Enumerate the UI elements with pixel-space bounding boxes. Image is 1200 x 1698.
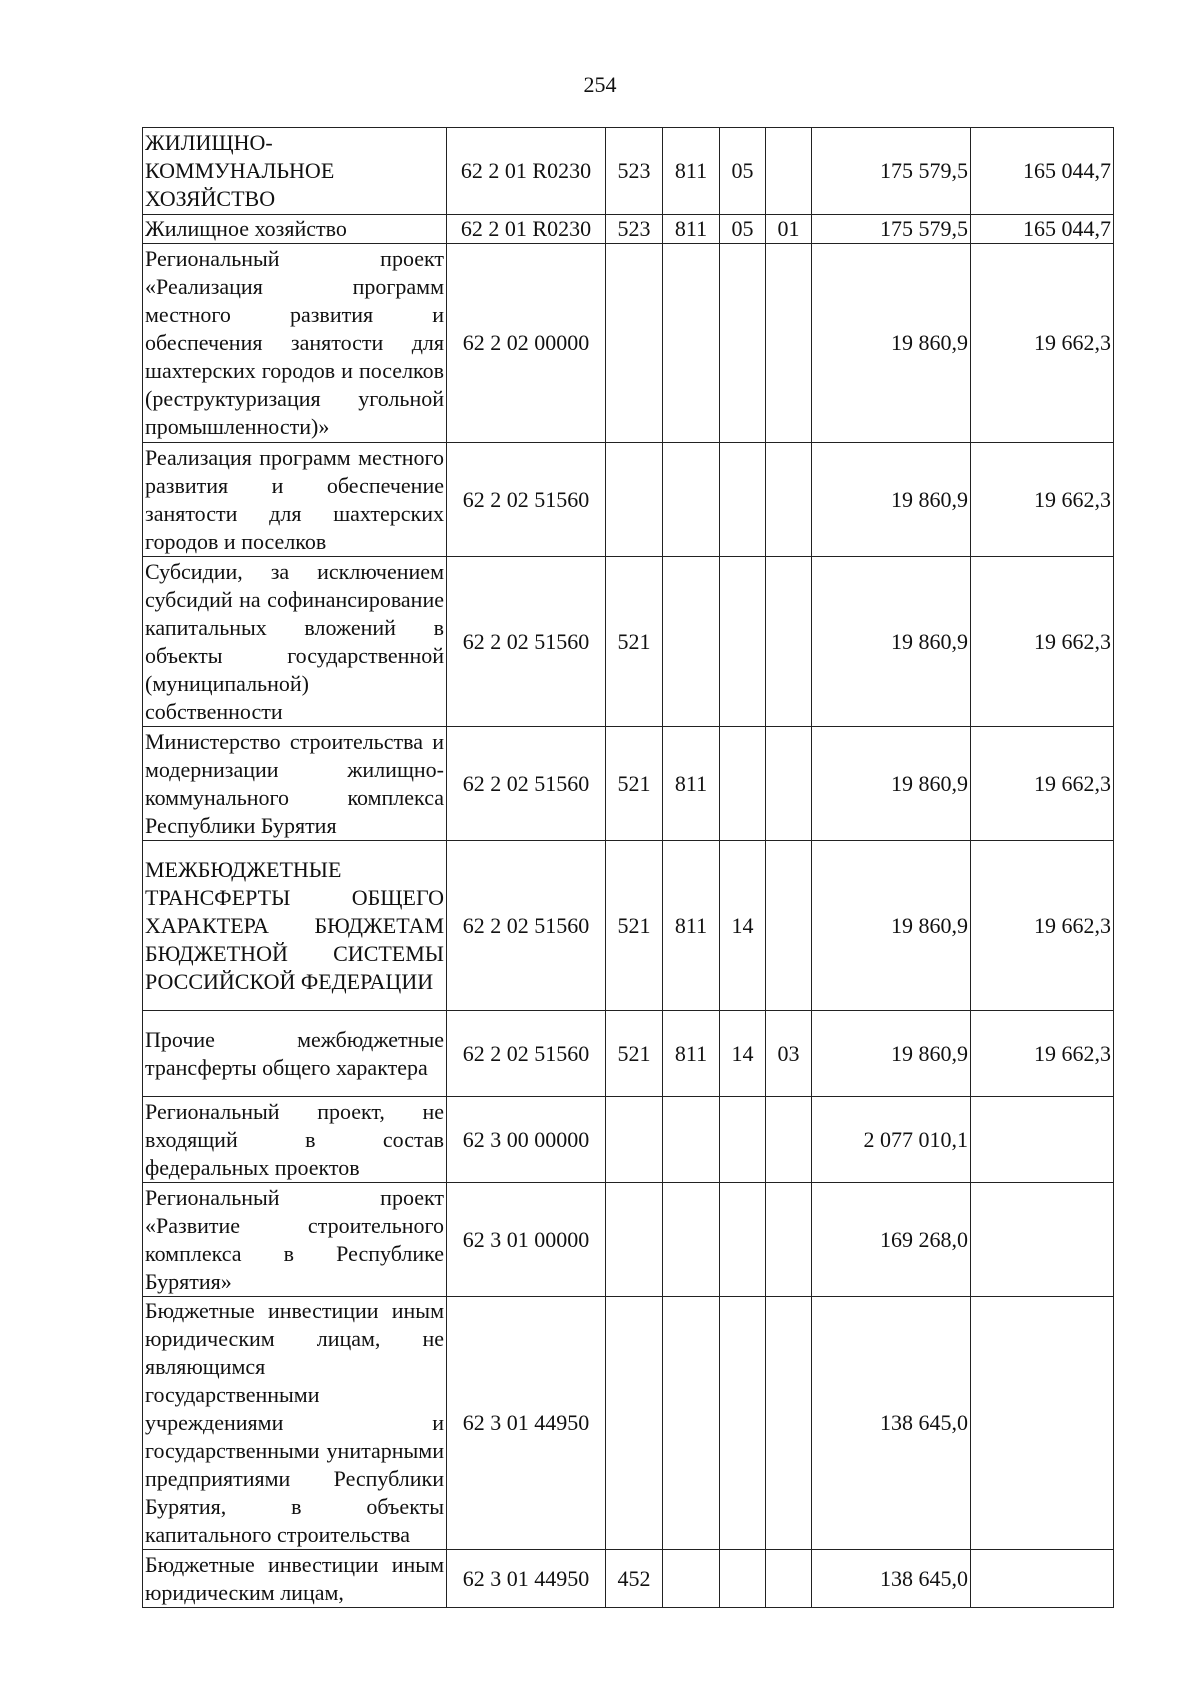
- row-pr: [766, 1183, 812, 1297]
- row-rz: [720, 443, 766, 557]
- row-grbs: [663, 244, 720, 443]
- row-code: 62 2 02 51560: [447, 727, 606, 841]
- row-sum-1: 138 645,0: [812, 1550, 971, 1608]
- row-name: Реализация программ местного развития и обеспечение занятости для шахтерских городов и поселков: [143, 443, 447, 557]
- table-row: [143, 841, 1114, 1011]
- row-rz: [720, 244, 766, 443]
- row-rz: [720, 1183, 766, 1297]
- row-vr: 521: [606, 557, 663, 727]
- table-row: [143, 1550, 1114, 1608]
- row-pr: [766, 727, 812, 841]
- row-code: 62 2 02 51560: [447, 443, 606, 557]
- row-code: 62 3 01 00000: [447, 1183, 606, 1297]
- row-code: 62 2 02 51560: [447, 841, 606, 1011]
- row-code: 62 2 02 51560: [447, 557, 606, 727]
- row-code: 62 2 01 R0230: [447, 215, 606, 244]
- row-name: Субсидии, за исключением субсидий на софинансирование капитальных вложений в объекты государственной (муниципальной) собственности: [143, 557, 447, 727]
- row-code: 62 2 01 R0230: [447, 128, 606, 215]
- row-vr: 452: [606, 1550, 663, 1608]
- row-name: Региональный проект «Реализация программ местного развития и обеспечения занятости для шахтерских городов и поселков (реструктуризация угольной промышленности)»: [143, 244, 447, 443]
- table-row: [143, 727, 1114, 841]
- table-row: [143, 215, 1114, 244]
- table-row: [143, 128, 1114, 215]
- row-rz: [720, 727, 766, 841]
- row-grbs: 811: [663, 727, 720, 841]
- row-sum-2: 19 662,3: [971, 244, 1114, 443]
- row-sum-2: 19 662,3: [971, 443, 1114, 557]
- row-name: ЖИЛИЩНО-КОММУНАЛЬНОЕ ХОЗЯЙСТВО: [143, 128, 447, 215]
- table-row: [143, 1011, 1114, 1097]
- row-grbs: 811: [663, 215, 720, 244]
- row-vr: [606, 1183, 663, 1297]
- row-rz: 14: [720, 841, 766, 1011]
- row-name: Прочие межбюджетные трансферты общего характера: [143, 1011, 447, 1097]
- row-pr: 01: [766, 215, 812, 244]
- table-row: [143, 557, 1114, 727]
- row-sum-2: 165 044,7: [971, 215, 1114, 244]
- row-sum-1: 2 077 010,1: [812, 1097, 971, 1183]
- row-sum-2: 19 662,3: [971, 841, 1114, 1011]
- row-vr: 521: [606, 727, 663, 841]
- row-grbs: [663, 1183, 720, 1297]
- row-code: 62 3 01 44950: [447, 1297, 606, 1550]
- row-sum-2: [971, 1297, 1114, 1550]
- row-code: 62 3 00 00000: [447, 1097, 606, 1183]
- row-sum-1: 19 860,9: [812, 727, 971, 841]
- row-name: Региональный проект, не входящий в состав федеральных проектов: [143, 1097, 447, 1183]
- row-grbs: [663, 1097, 720, 1183]
- row-rz: [720, 557, 766, 727]
- row-rz: [720, 1297, 766, 1550]
- table-row: [143, 443, 1114, 557]
- row-rz: 14: [720, 1011, 766, 1097]
- row-code: 62 2 02 00000: [447, 244, 606, 443]
- row-pr: [766, 443, 812, 557]
- row-name: Региональный проект «Развитие строительного комплекса в Республике Бурятия»: [143, 1183, 447, 1297]
- row-vr: [606, 443, 663, 557]
- row-vr: 523: [606, 128, 663, 215]
- row-pr: [766, 1550, 812, 1608]
- row-grbs: [663, 1550, 720, 1608]
- row-pr: 03: [766, 1011, 812, 1097]
- row-code: 62 3 01 44950: [447, 1550, 606, 1608]
- row-sum-2: 19 662,3: [971, 557, 1114, 727]
- row-name: Жилищное хозяйство: [143, 215, 447, 244]
- row-grbs: [663, 443, 720, 557]
- row-sum-2: 19 662,3: [971, 727, 1114, 841]
- row-sum-2: [971, 1183, 1114, 1297]
- row-sum-1: 19 860,9: [812, 1011, 971, 1097]
- row-pr: [766, 841, 812, 1011]
- row-sum-2: 165 044,7: [971, 128, 1114, 215]
- row-pr: [766, 1297, 812, 1550]
- page-number: 254: [583, 72, 617, 97]
- row-rz: [720, 1097, 766, 1183]
- row-grbs: 811: [663, 128, 720, 215]
- row-pr: [766, 557, 812, 727]
- row-grbs: [663, 557, 720, 727]
- row-code: 62 2 02 51560: [447, 1011, 606, 1097]
- row-name: МЕЖБЮДЖЕТНЫЕ ТРАНСФЕРТЫ ОБЩЕГО ХАРАКТЕРА БЮДЖЕТАМ БЮДЖЕТНОЙ СИСТЕМЫ РОССИЙСКОЙ ФЕДЕРАЦИИ: [143, 841, 447, 1011]
- row-vr: 521: [606, 841, 663, 1011]
- row-sum-2: [971, 1550, 1114, 1608]
- row-sum-1: 19 860,9: [812, 244, 971, 443]
- table-row: [143, 244, 1114, 443]
- row-sum-1: 175 579,5: [812, 128, 971, 215]
- row-sum-2: 19 662,3: [971, 1011, 1114, 1097]
- row-grbs: 811: [663, 841, 720, 1011]
- row-pr: [766, 128, 812, 215]
- row-vr: 521: [606, 1011, 663, 1097]
- row-sum-1: 19 860,9: [812, 841, 971, 1011]
- row-sum-2: [971, 1097, 1114, 1183]
- table-row: [143, 1097, 1114, 1183]
- row-name: Министерство строительства и модернизации жилищно-коммунального комплекса Республики Бурятия: [143, 727, 447, 841]
- row-vr: [606, 244, 663, 443]
- row-grbs: [663, 1297, 720, 1550]
- row-rz: [720, 1550, 766, 1608]
- row-name: Бюджетные инвестиции иным юридическим лицам,: [143, 1550, 447, 1608]
- row-pr: [766, 244, 812, 443]
- row-sum-1: 19 860,9: [812, 443, 971, 557]
- row-pr: [766, 1097, 812, 1183]
- row-sum-1: 175 579,5: [812, 215, 971, 244]
- row-sum-1: 169 268,0: [812, 1183, 971, 1297]
- row-name: Бюджетные инвестиции иным юридическим лицам, не являющимся государственными учреждениями и государственными унитарными предприятиями Республики Бурятия, в объекты капитального строительства: [143, 1297, 447, 1550]
- row-vr: [606, 1297, 663, 1550]
- row-sum-1: 19 860,9: [812, 557, 971, 727]
- row-sum-1: 138 645,0: [812, 1297, 971, 1550]
- row-rz: 05: [720, 128, 766, 215]
- row-vr: [606, 1097, 663, 1183]
- row-grbs: 811: [663, 1011, 720, 1097]
- table-row: [143, 1297, 1114, 1550]
- row-vr: 523: [606, 215, 663, 244]
- budget-table: [142, 127, 1114, 1608]
- table-row: [143, 1183, 1114, 1297]
- row-rz: 05: [720, 215, 766, 244]
